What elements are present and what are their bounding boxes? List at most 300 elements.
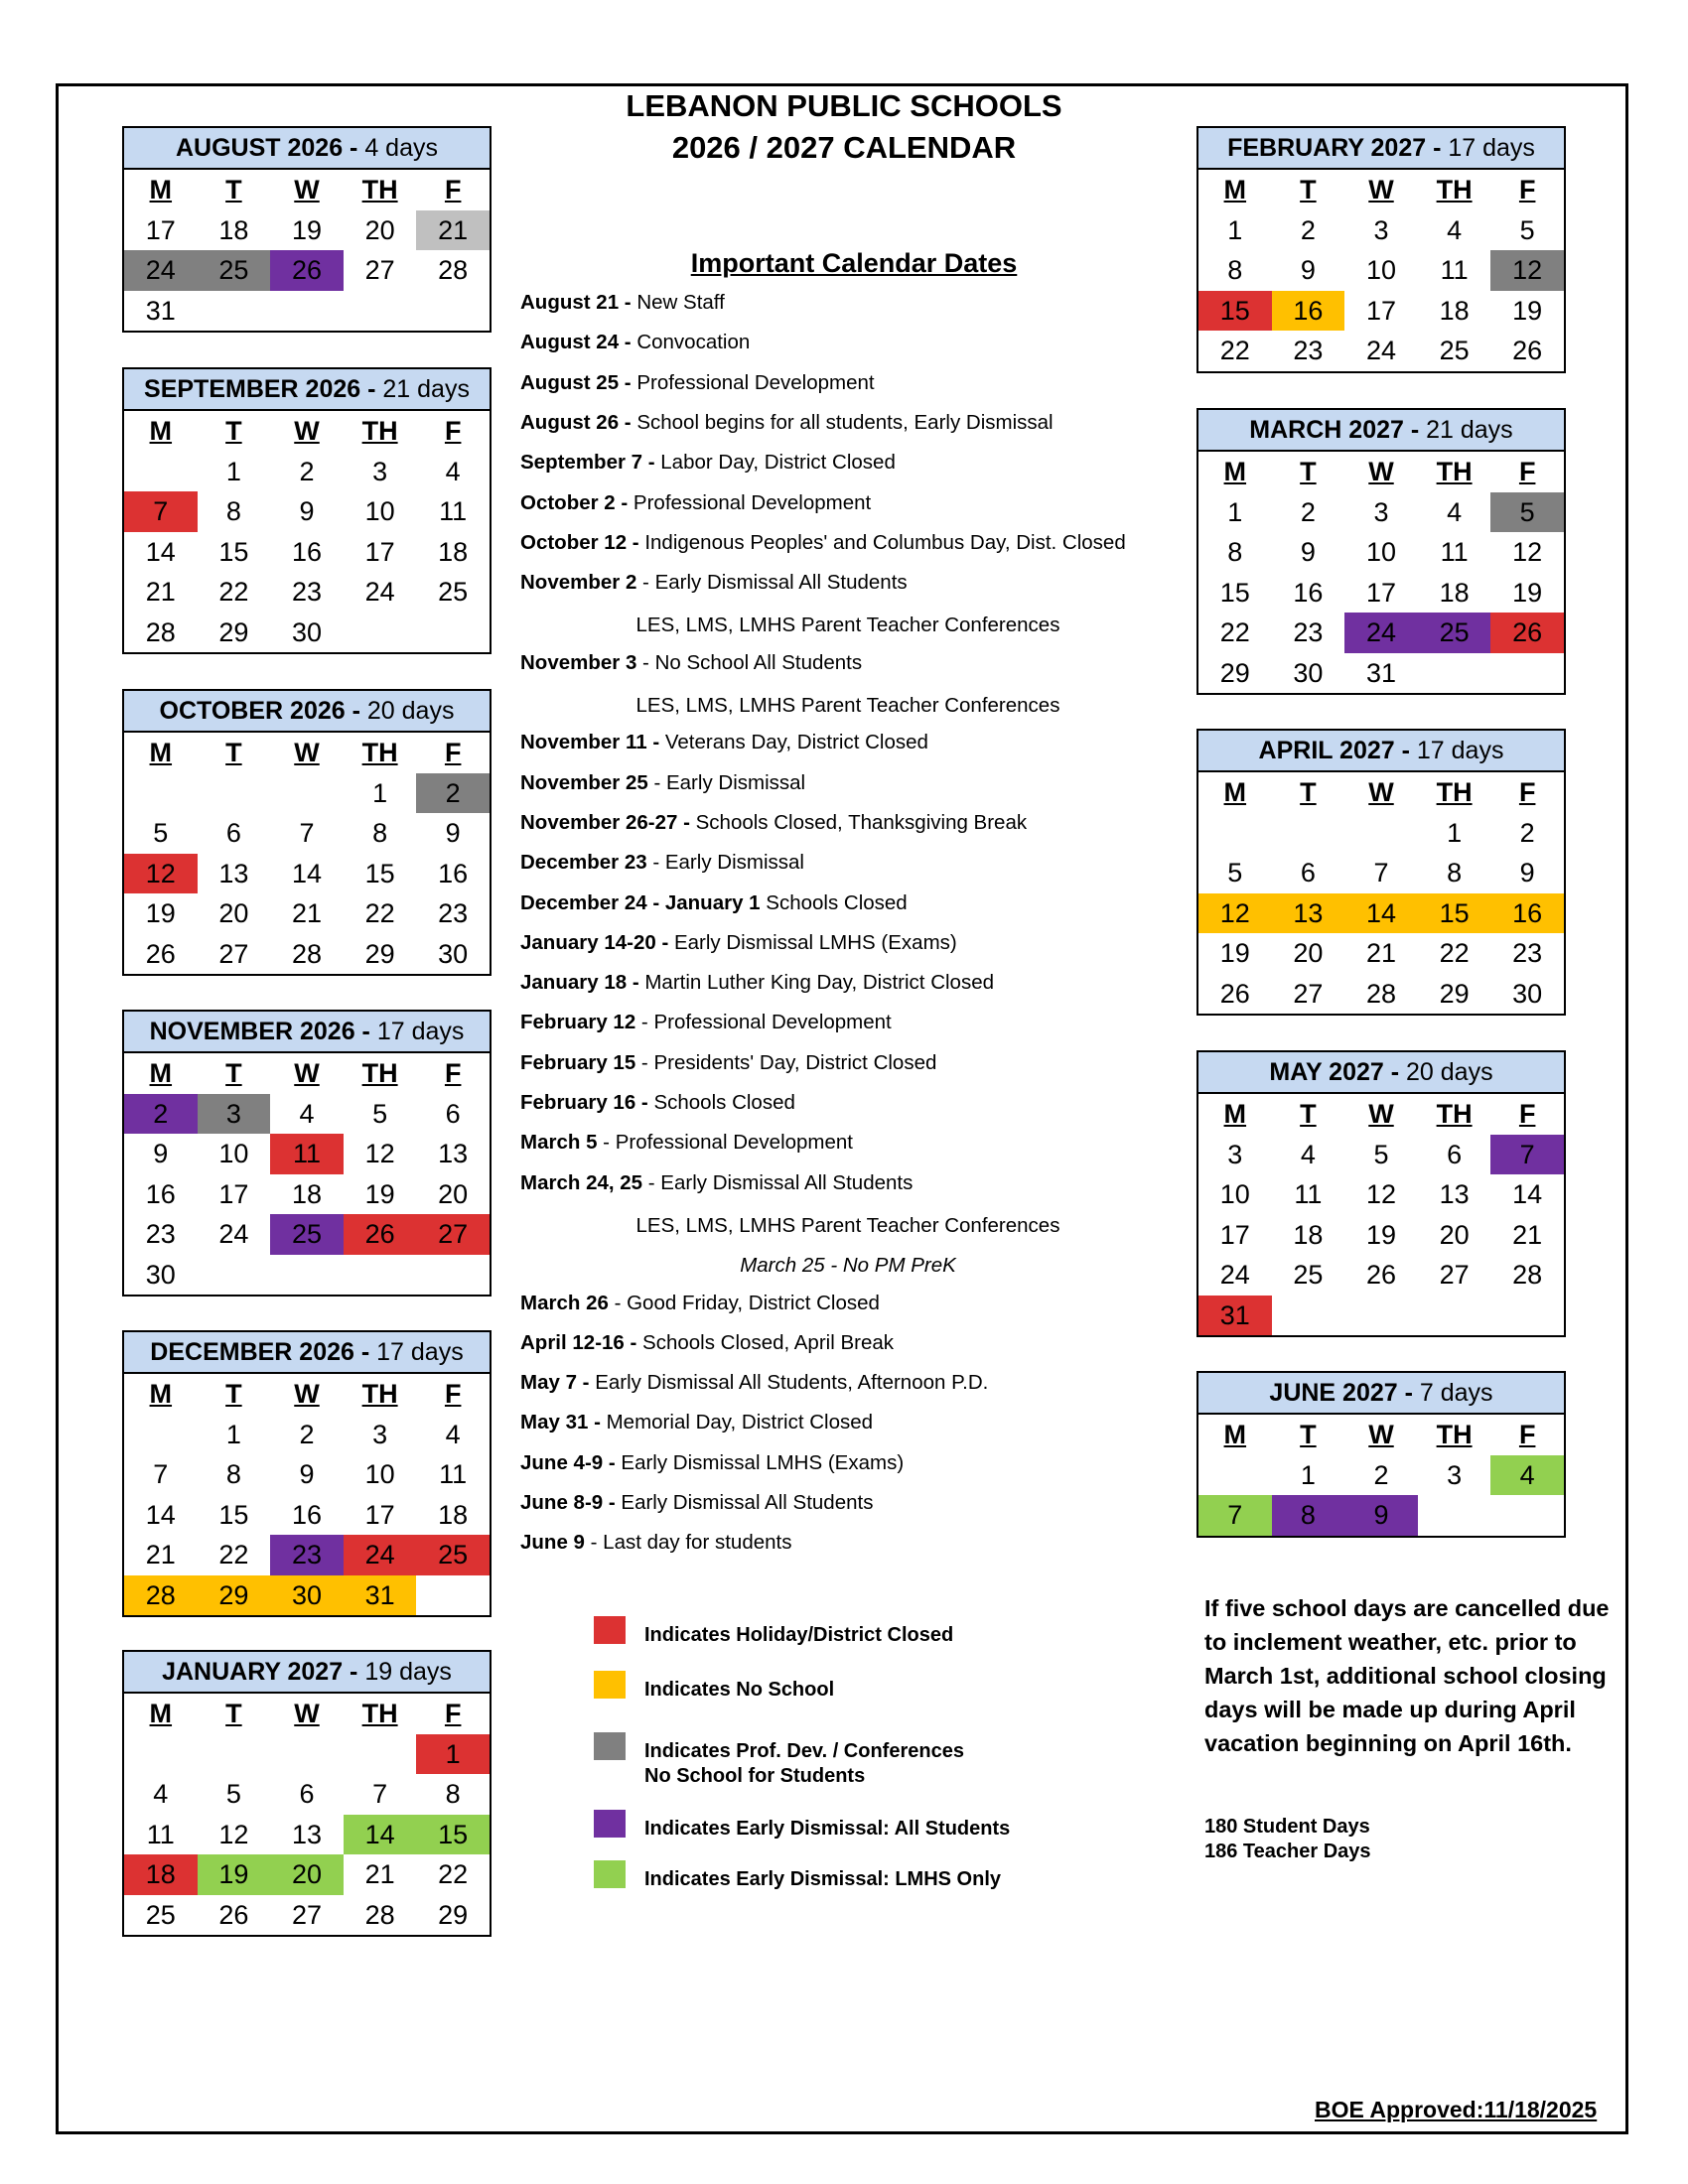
event-item [520, 330, 750, 355]
day-cell: 24 [1365, 336, 1397, 365]
month-day-count: 4 days [357, 134, 438, 162]
day-cell: 1 [225, 1419, 241, 1449]
day-cell: 10 [1365, 537, 1397, 567]
event-description: - Early Dismissal All Students [636, 571, 908, 595]
event-item [520, 1170, 913, 1196]
calendar-june-2027 [1196, 1371, 1566, 1538]
day-cell: 16 [1293, 577, 1324, 608]
weekday-label: W [1368, 457, 1394, 486]
weekday-label: W [1368, 175, 1394, 205]
day-cell: 9 [1519, 858, 1535, 887]
day-cell: 14 [145, 1499, 176, 1530]
day-cell: 18 [1439, 295, 1470, 326]
event-date: October 2 - [520, 490, 629, 514]
day-cell [1418, 1296, 1491, 1336]
event-item [520, 770, 805, 796]
calendar-december-2026 [122, 1330, 492, 1617]
day-cell: 1 [1447, 817, 1463, 848]
day-cell: 2 [1300, 496, 1316, 527]
weekday-label: W [1368, 1420, 1394, 1449]
day-cell: 8 [372, 818, 388, 848]
event-description: - Early Dismissal [647, 770, 806, 794]
event-item [520, 570, 908, 596]
calendar-february-2027 [1196, 126, 1566, 373]
day-cell: 19 [1219, 938, 1250, 968]
event-item [520, 450, 896, 476]
day-cell: 6 [299, 1779, 315, 1809]
event-description: - No School All Students [636, 650, 863, 674]
day-cell: 14 [1344, 893, 1418, 934]
day-cell [416, 1575, 490, 1616]
month-name: NOVEMBER 2026 - [149, 1018, 370, 1045]
day-cell: 28 [145, 616, 176, 647]
day-cell: 30 [291, 616, 323, 647]
event-item [520, 1213, 1176, 1239]
day-cell [1272, 1296, 1345, 1336]
month-header [1198, 128, 1564, 170]
month-name: AUGUST 2026 - [176, 134, 358, 162]
calendar-january-2027 [122, 1650, 492, 1937]
event-description: - Professional Development [597, 1131, 853, 1155]
weekday-label: W [294, 416, 320, 446]
day-cell: 25 [198, 250, 271, 291]
day-cell: 5 [153, 818, 169, 848]
day-cell: 22 [438, 1859, 469, 1889]
event-description: Schools Closed [647, 1091, 795, 1114]
day-cell: 8 [1227, 255, 1243, 285]
legend-swatch-green [594, 1860, 626, 1888]
day-totals [1204, 1815, 1371, 1864]
day-cell: 1 [225, 456, 241, 486]
day-cell: 24 [1344, 613, 1418, 653]
day-cell: 20 [364, 214, 395, 245]
event-description: - Early Dismissal All Students [642, 1170, 914, 1194]
day-cell: 10 [218, 1139, 249, 1168]
day-cell: 8 [1272, 1495, 1345, 1536]
event-detail: LES, LMS, LMHS Parent Teacher Conferences [635, 614, 1060, 637]
day-cell: 2 [299, 1419, 315, 1449]
day-cell [1272, 813, 1345, 854]
day-cell: 29 [218, 616, 249, 647]
day-cell: 17 [1365, 295, 1397, 326]
day-cell: 30 [1293, 657, 1324, 688]
day-cell: 25 [1439, 336, 1470, 365]
event-item [520, 290, 725, 316]
day-cell: 29 [198, 1575, 271, 1616]
event-item [520, 730, 928, 755]
event-description: Martin Luther King Day, District Closed [638, 971, 995, 995]
day-cell: 3 [1373, 214, 1389, 245]
day-cell [270, 773, 344, 814]
day-cell [198, 1734, 271, 1775]
day-cell [344, 613, 417, 653]
month-day-count: 19 days [357, 1658, 452, 1686]
day-cell: 28 [364, 1899, 395, 1930]
day-cell: 23 [270, 1535, 344, 1575]
day-cell [1490, 1296, 1564, 1336]
weekday-label: W [294, 738, 320, 767]
day-cell [1490, 1495, 1564, 1536]
day-cell [124, 773, 198, 814]
day-cell: 28 [124, 1575, 198, 1616]
month-grid [1198, 170, 1564, 371]
weekday-label: F [444, 175, 462, 205]
day-cell: 11 [1440, 255, 1469, 285]
month-grid [124, 1374, 490, 1615]
month-name: FEBRUARY 2027 - [1227, 134, 1442, 162]
month-day-count: 21 days [1419, 416, 1513, 444]
day-cell: 15 [1219, 577, 1250, 608]
calendar-april-2027 [1196, 729, 1566, 1016]
day-cell: 30 [1512, 978, 1543, 1009]
day-cell: 24 [1219, 1260, 1250, 1290]
day-cell: 18 [1293, 1219, 1324, 1250]
month-header [1198, 410, 1564, 452]
day-cell: 3 [1373, 496, 1389, 527]
weekday-label: F [444, 1699, 462, 1728]
month-day-count: 17 days [1441, 134, 1535, 162]
day-cell: 16 [145, 1178, 176, 1209]
day-cell: 31 [344, 1575, 417, 1616]
day-cell: 1 [372, 777, 388, 808]
day-cell [1198, 1455, 1272, 1496]
event-date: June 9 [520, 1531, 585, 1555]
legend-label-line: No School for Students [644, 1765, 866, 1787]
weekday-label: F [1518, 777, 1536, 807]
day-cell: 19 [1512, 577, 1543, 608]
day-cell [124, 1415, 198, 1455]
weekday-label: F [444, 1058, 462, 1088]
day-cell: 27 [364, 255, 395, 285]
day-cell: 27 [291, 1899, 323, 1930]
weekday-label: W [294, 175, 320, 205]
event-date: November 2 [520, 571, 637, 595]
day-cell: 16 [1490, 893, 1564, 934]
month-day-count: 21 days [375, 375, 470, 403]
legend-label [644, 1678, 834, 1703]
weekday-label: T [225, 175, 242, 205]
day-cell: 17 [364, 1499, 395, 1530]
weekday-label: W [294, 1379, 320, 1409]
month-grid [124, 170, 490, 331]
day-cell: 28 [291, 938, 323, 969]
event-item [520, 1450, 904, 1476]
day-cell: 7 [372, 1779, 388, 1809]
day-cell: 11 [439, 1459, 468, 1489]
day-cell: 5 [372, 1098, 388, 1129]
calendar-october-2026 [122, 689, 492, 976]
weekday-label: W [1368, 1099, 1394, 1129]
weekday-label: F [444, 416, 462, 446]
day-cell: 9 [299, 1459, 315, 1489]
weekday-label: T [1300, 1099, 1317, 1129]
day-cell: 18 [124, 1854, 198, 1895]
day-cell: 20 [1439, 1219, 1470, 1250]
month-header [1198, 1373, 1564, 1415]
day-cell: 22 [1219, 617, 1250, 647]
day-cell: 15 [1418, 893, 1491, 934]
event-date: September 7 - [520, 451, 655, 475]
weekday-label: T [225, 738, 242, 767]
weekday-label: F [1518, 1099, 1536, 1129]
day-cell: 4 [299, 1098, 315, 1129]
weekday-label: W [1368, 777, 1394, 807]
day-cell: 9 [1344, 1495, 1418, 1536]
day-cell: 26 [270, 250, 344, 291]
day-cell [270, 1734, 344, 1775]
weekday-label: T [225, 1699, 242, 1728]
day-cell: 29 [364, 938, 395, 969]
day-cell: 24 [344, 1535, 417, 1575]
month-name: JANUARY 2027 - [162, 1658, 358, 1686]
day-cell: 21 [364, 1859, 395, 1889]
day-cell: 22 [364, 898, 395, 928]
day-cell: 9 [1300, 255, 1316, 285]
day-cell: 8 [1227, 537, 1243, 567]
day-cell: 3 [1227, 1139, 1243, 1169]
event-date: March 26 [520, 1291, 609, 1314]
day-cell: 10 [364, 1459, 395, 1489]
event-date: October 12 - [520, 530, 639, 554]
day-cell [198, 1255, 271, 1296]
day-cell [344, 1734, 417, 1775]
day-cell: 4 [1300, 1139, 1316, 1169]
weekday-label: T [225, 416, 242, 446]
day-cell: 15 [1198, 291, 1272, 332]
event-date: November 26-27 - [520, 810, 690, 834]
day-cell: 23 [291, 577, 323, 607]
day-cell: 23 [145, 1219, 176, 1249]
legend-label-line: Indicates Early Dismissal: LMHS Only [644, 1868, 1002, 1890]
event-item [520, 1050, 936, 1076]
weekday-label: M [1223, 1099, 1247, 1129]
day-cell: 12 [1512, 537, 1543, 567]
event-item [520, 1291, 880, 1316]
weekday-label: M [1223, 777, 1247, 807]
day-cell: 25 [145, 1899, 176, 1930]
day-cell: 25 [270, 1214, 344, 1255]
day-cell [416, 291, 490, 332]
event-date: June 8-9 - [520, 1491, 616, 1514]
event-item [520, 650, 862, 676]
day-cell: 7 [1198, 1495, 1272, 1536]
day-cell: 26 [344, 1214, 417, 1255]
day-cell: 26 [1365, 1260, 1397, 1290]
day-cell: 7 [1373, 858, 1389, 887]
day-cell [344, 291, 417, 332]
day-cell: 19 [364, 1178, 395, 1209]
month-header [124, 691, 490, 733]
day-cell: 19 [145, 898, 176, 928]
day-cell: 21 [145, 577, 176, 607]
legend-swatch-red [594, 1616, 626, 1644]
day-cell: 17 [1365, 577, 1397, 608]
event-date: February 16 - [520, 1091, 648, 1114]
month-name: APRIL 2027 - [1258, 737, 1410, 764]
month-grid [124, 1694, 490, 1935]
day-cell: 13 [1272, 893, 1345, 934]
event-date: December 24 - January 1 [520, 890, 761, 914]
day-cell: 31 [1365, 657, 1397, 688]
legend-label [644, 1739, 964, 1789]
calendar-september-2026 [122, 367, 492, 654]
event-description: Labor Day, District Closed [654, 451, 896, 475]
weekday-label: T [225, 1058, 242, 1088]
month-grid [1198, 452, 1564, 693]
weekday-label: T [225, 1379, 242, 1409]
weekday-label: F [1518, 1420, 1536, 1449]
legend-label-line: Indicates No School [644, 1679, 835, 1701]
day-cell: 23 [1293, 617, 1324, 647]
month-header [1198, 1052, 1564, 1094]
event-date: January 14-20 - [520, 930, 669, 954]
day-cell: 1 [1227, 496, 1243, 527]
day-cell: 23 [438, 898, 469, 928]
day-cell: 4 [1447, 214, 1463, 245]
day-cell: 13 [218, 858, 249, 888]
day-cell: 13 [438, 1139, 469, 1168]
weekday-label: TH [1436, 175, 1473, 205]
weekday-label: T [1300, 175, 1317, 205]
day-cell: 2 [299, 456, 315, 486]
day-cell: 7 [1490, 1135, 1564, 1175]
event-item [520, 1010, 892, 1035]
day-cell [1490, 653, 1564, 694]
weekday-label: TH [361, 1699, 398, 1728]
day-cell: 27 [416, 1214, 490, 1255]
month-name: MAY 2027 - [1269, 1058, 1400, 1086]
weekday-label: F [1518, 457, 1536, 486]
day-cell: 5 [225, 1779, 241, 1809]
day-cell: 4 [1447, 496, 1463, 527]
day-cell: 6 [1447, 1139, 1463, 1169]
day-cell: 6 [445, 1098, 461, 1129]
day-cell: 10 [1219, 1179, 1250, 1209]
month-name: SEPTEMBER 2026 - [144, 375, 376, 403]
day-cell: 24 [218, 1219, 249, 1249]
day-cell: 15 [416, 1815, 490, 1855]
event-description: New Staff [631, 291, 725, 314]
day-cell: 14 [1512, 1179, 1543, 1209]
day-cell: 20 [270, 1854, 344, 1895]
event-date: August 25 - [520, 370, 632, 394]
event-description: Memorial Day, District Closed [600, 1411, 874, 1434]
event-date: March 5 [520, 1131, 598, 1155]
day-cell: 10 [1365, 255, 1397, 285]
event-item [520, 1090, 795, 1116]
day-cell: 1 [1300, 1459, 1316, 1490]
day-cell: 7 [299, 818, 315, 848]
day-cell: 11 [146, 1819, 175, 1849]
event-description: - Professional Development [635, 1011, 892, 1034]
event-date: November 3 [520, 650, 637, 674]
event-item [520, 1130, 853, 1156]
weekday-label: M [149, 416, 173, 446]
weekday-label: TH [361, 1379, 398, 1409]
day-cell: 12 [218, 1819, 249, 1849]
month-day-count: 17 days [369, 1018, 465, 1045]
day-cell: 5 [1373, 1139, 1389, 1169]
day-cell: 25 [1293, 1260, 1324, 1290]
day-cell: 18 [291, 1178, 323, 1209]
month-day-count: 17 days [1409, 737, 1504, 764]
event-date: May 31 - [520, 1411, 601, 1434]
day-cell: 30 [270, 1575, 344, 1616]
day-cell [270, 1255, 344, 1296]
event-description: School begins for all students, Early Dismissal [631, 410, 1054, 434]
weekday-label: TH [1436, 777, 1473, 807]
day-cell: 30 [438, 938, 469, 969]
event-date: May 7 - [520, 1371, 590, 1395]
day-cell: 25 [416, 1535, 490, 1575]
day-cell: 27 [218, 938, 249, 969]
day-cell: 13 [291, 1819, 323, 1849]
event-item [520, 410, 1054, 436]
day-cell: 2 [1519, 817, 1535, 848]
day-cell [1198, 813, 1272, 854]
day-cell: 11 [1294, 1179, 1323, 1209]
weekday-label: M [149, 175, 173, 205]
event-description: Schools Closed [760, 890, 908, 914]
day-cell: 16 [1272, 291, 1345, 332]
event-date: November 11 - [520, 731, 660, 754]
day-cell: 8 [1447, 858, 1463, 887]
day-cell: 12 [124, 854, 198, 894]
day-cell: 15 [218, 1499, 249, 1530]
calendar-may-2027 [1196, 1050, 1566, 1337]
event-date: March 24, 25 [520, 1170, 643, 1194]
event-item [520, 1370, 988, 1396]
day-cell: 8 [225, 496, 241, 526]
event-date: February 15 [520, 1050, 636, 1074]
weather-note: If five school days are cancelled due to inclement weather, etc. prior to March 1st, additional school closing days will be made up during April vacation beginning on April 16th. [1204, 1595, 1610, 1756]
month-grid [124, 1053, 490, 1295]
event-description: Schools Closed, April Break [636, 1330, 895, 1354]
weekday-label: M [149, 738, 173, 767]
event-item [520, 1530, 791, 1556]
event-date: June 4-9 - [520, 1450, 616, 1474]
day-cell: 4 [445, 456, 461, 486]
day-cell: 7 [153, 1459, 169, 1489]
day-cell: 22 [218, 577, 249, 607]
event-description: Early Dismissal All Students, Afternoon P.D. [589, 1371, 989, 1395]
day-cell: 28 [1365, 978, 1397, 1009]
event-item [520, 490, 871, 516]
weekday-label: TH [361, 1058, 398, 1088]
day-cell: 18 [438, 536, 469, 567]
day-cell: 3 [1447, 1459, 1463, 1490]
day-cell: 19 [291, 214, 323, 245]
month-header [124, 1332, 490, 1374]
day-cell: 14 [291, 858, 323, 888]
event-detail: March 25 - No PM PreK [740, 1254, 956, 1278]
event-item [520, 1410, 873, 1435]
event-item [520, 890, 908, 916]
day-cell: 12 [364, 1139, 395, 1168]
day-cell [344, 1255, 417, 1296]
weekday-label: TH [361, 175, 398, 205]
day-cell: 5 [1490, 492, 1564, 533]
weekday-label: F [444, 738, 462, 767]
weekday-label: M [149, 1058, 173, 1088]
event-item [520, 693, 1176, 719]
weekday-label: T [1300, 457, 1317, 486]
day-cell: 11 [439, 496, 468, 526]
event-description: Professional Development [631, 370, 875, 394]
day-cell: 2 [1373, 1459, 1389, 1490]
weekday-label: M [149, 1379, 173, 1409]
day-cell: 16 [291, 1499, 323, 1530]
